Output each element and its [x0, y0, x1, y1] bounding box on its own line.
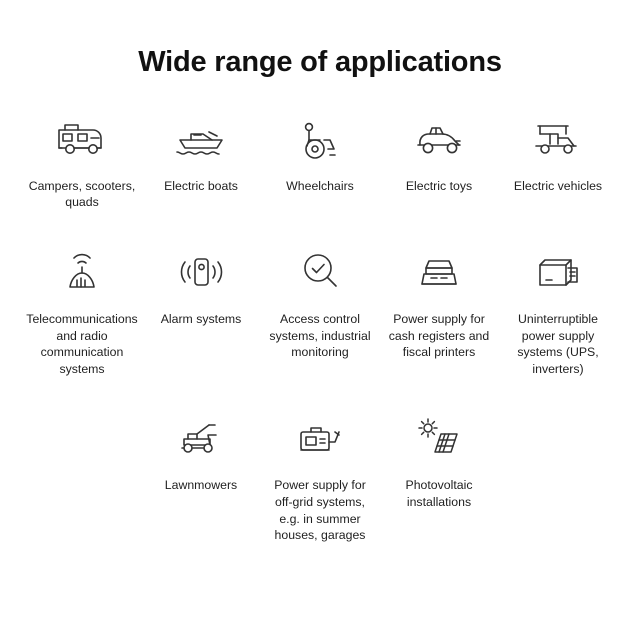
applications-row: [6, 241, 634, 377]
application-label: Alarm systems: [160, 311, 242, 326]
application-label: Lawnmowers: [164, 478, 238, 493]
application-item-electric-vehicles: [499, 108, 618, 195]
cash-register-icon: [413, 241, 465, 303]
applications-row: [6, 108, 634, 211]
application-label: Telecommunications and radio communication systems: [26, 311, 138, 376]
application-item-access-control: [261, 241, 380, 361]
application-label: Access control systems, industrial monitoring: [269, 311, 371, 360]
off-grid-generator-icon: [291, 407, 349, 469]
applications-row: [6, 407, 634, 543]
radio-tower-icon: [57, 241, 107, 303]
magnifier-check-icon: [296, 241, 344, 303]
alarm-sensor-icon: [175, 241, 227, 303]
application-item-telecommunications: [23, 241, 142, 377]
application-item-alarm-systems: [142, 241, 261, 328]
application-label: Campers, scooters, quads: [28, 178, 136, 210]
application-item-electric-boats: [142, 108, 261, 195]
page-title: Wide range of applications: [138, 46, 502, 78]
application-label: Power supply for off-grid systems, e.g. in summer houses, garages: [274, 478, 366, 543]
application-label: Electric toys: [405, 178, 473, 193]
application-label: Wheelchairs: [286, 178, 354, 193]
applications-grid: [0, 108, 640, 544]
application-item-off-grid: [261, 407, 380, 543]
application-item-lawnmowers: [142, 407, 261, 494]
ups-inverter-icon: [530, 241, 586, 303]
application-label: Power supply for cash registers and fiscal printers: [388, 311, 490, 360]
solar-panel-icon: [413, 407, 465, 469]
application-item-ups: [499, 241, 618, 377]
camper-van-icon: [53, 108, 111, 170]
application-label: Photovoltaic installations: [405, 478, 473, 509]
application-item-wheelchairs: [261, 108, 380, 195]
wheelchair-icon: [297, 108, 343, 170]
motorboat-icon: [171, 108, 231, 170]
application-item-campers: [23, 108, 142, 211]
toy-car-icon: [410, 108, 468, 170]
lawnmower-icon: [172, 407, 230, 469]
golf-cart-icon: [530, 108, 586, 170]
application-item-cash-registers: [380, 241, 499, 361]
application-item-photovoltaic: [380, 407, 499, 510]
application-label: Electric vehicles: [513, 178, 603, 193]
application-label: Uninterruptible power supply systems (UPS, inverters): [517, 311, 599, 376]
application-item-electric-toys: [380, 108, 499, 195]
application-label: Electric boats: [164, 178, 238, 193]
